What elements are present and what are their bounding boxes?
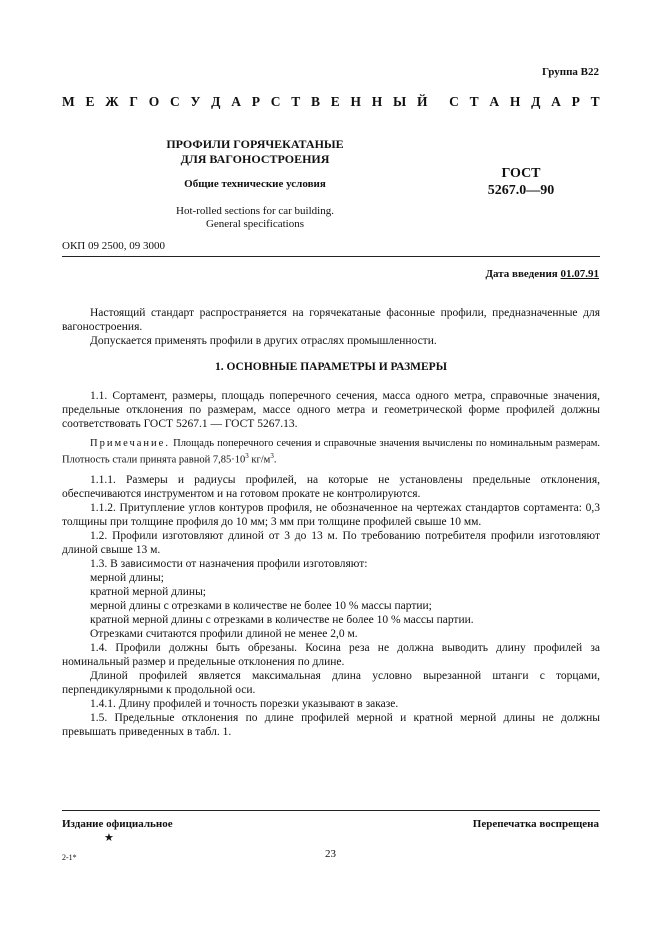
banner-letter: Й: [417, 94, 428, 109]
banner-letter: Е: [85, 94, 95, 109]
banner-letter: Г: [129, 94, 138, 109]
banner-letter: Р: [571, 94, 580, 109]
intro-text: [62, 306, 600, 348]
banner-letter: Д: [211, 94, 221, 109]
note-exponent: 3: [245, 452, 249, 460]
print-code: 2-1*: [62, 853, 77, 862]
intro-paragraph: Допускается применять профили в других отраслях промышленности.: [90, 335, 437, 347]
english-title-line-1: Hot-rolled sections for car building.: [176, 205, 334, 217]
list-item: кратной мерной длины с отрезками в количестве не более 10 % массы партии.: [90, 613, 474, 626]
body-paragraph: 1.2. Профили изготовляют длиной от 3 до 13 м. По требованию потребителя профили изготовляют длиной свыше 13 м.: [62, 529, 600, 556]
effective-date: [485, 268, 599, 280]
banner-letter: В: [310, 94, 320, 109]
body-paragraph: 1.5. Предельные отклонения по длине профилей мерной и кратной мерной длины не должны превышать приведенных в табл. 1.: [62, 711, 600, 738]
document-title: [160, 137, 350, 167]
okp-code: ОКП 09 2500, 09 3000: [62, 240, 165, 252]
english-title: [150, 205, 360, 231]
document-subtitle: Общие технические условия: [184, 178, 326, 190]
banner-letter: С: [449, 94, 459, 109]
star-icon: ★: [104, 832, 114, 844]
note-unit-exponent: 3: [270, 452, 274, 460]
body-paragraph: 1.4.1. Длину профилей и точность порезки указывают в заказе.: [90, 697, 399, 710]
banner-letter: С: [270, 94, 281, 109]
banner-letter: О: [148, 94, 160, 109]
intro-paragraph: Настоящий стандарт распространяется на горячекатаные фасонные профили, предназначенные для вагоностроения.: [62, 307, 600, 333]
banner-letter: А: [551, 94, 561, 109]
note-text: Площадь поперечного сечения и справочные значения вычислены по номинальным размерам. Плотность стали принята равной 7,85·10: [62, 438, 601, 466]
footer-divider: [62, 810, 600, 811]
note-unit: кг/м: [248, 454, 271, 466]
standard-banner: [62, 94, 600, 110]
banner-letter: Н: [371, 94, 383, 109]
gost-number: 5267.0—90: [487, 183, 555, 198]
group-label: Группа В22: [541, 66, 599, 78]
reprint-prohibited-label: Перепечатка воспрещена: [472, 818, 599, 830]
body-paragraph: Длиной профилей является максимальная длина условно вырезанной штанги с торцами, перпендикулярными к продольной оси.: [62, 669, 600, 696]
banner-letter: Ж: [105, 94, 119, 109]
main-text: [62, 389, 600, 739]
note-paragraph: [62, 437, 600, 467]
note-end: .: [273, 454, 277, 466]
banner-letter: А: [231, 94, 241, 109]
banner-letter: Р: [251, 94, 260, 109]
body-paragraph: 1.1.1. Размеры и радиусы профилей, на которые не установлены предельные отклонения, обеспечиваются инструментом и на готовом прокате не контролируются.: [62, 473, 600, 500]
date-value: 01.07.91: [560, 268, 599, 280]
gost-designation: [476, 165, 566, 199]
body-paragraph: 1.1.2. Притупление углов контуров профиля, не обозначенное на чертежах стандартов сортамента: 0,3 толщины при толщине профиля до 10 мм; 3 мм при толщине профилей свыше 10 мм.: [62, 501, 600, 528]
banner-letter: М: [62, 94, 75, 109]
banner-letter: А: [489, 94, 500, 109]
banner-letter: Т: [590, 94, 600, 109]
list-item: кратной мерной длины;: [90, 585, 206, 598]
date-label: Дата введения: [485, 268, 558, 280]
paragraph-1-1: 1.1. Сортамент, размеры, площадь поперечного сечения, масса одного метра, справочные значения, предельные отклонения по размерам, массе одного метра и геометрической форме профилей должны соответствовать ГОСТ 5267.1 — ГОСТ 5267.13.: [62, 390, 600, 430]
banner-letter: Д: [531, 94, 541, 109]
banner-letter: Ы: [393, 94, 407, 109]
banner-letter: Т: [291, 94, 301, 109]
official-edition-label: Издание официальное: [62, 818, 173, 830]
banner-letter: Н: [509, 94, 521, 109]
banner-letter: Н: [350, 94, 362, 109]
body-paragraph: 1.4. Профили должны быть обрезаны. Косина реза не должна выводить длину профилей за номинальный размер и предельные отклонения по длине.: [62, 641, 600, 668]
banner-letter: С: [169, 94, 180, 109]
banner-letter: Т: [469, 94, 479, 109]
body-paragraph: 1.3. В зависимости от назначения профили изготовляют:: [90, 557, 368, 570]
banner-letter: Е: [330, 94, 340, 109]
page-number: 23: [325, 848, 336, 860]
title-line-1: ПРОФИЛИ ГОРЯЧЕКАТАНЫЕ: [166, 137, 344, 151]
header-divider: [62, 256, 600, 257]
list-item: мерной длины с отрезками в количестве не более 10 % массы партии;: [90, 599, 432, 612]
english-title-line-2: General specifications: [205, 218, 305, 230]
gost-label: ГОСТ: [501, 166, 541, 181]
title-line-2: ДЛЯ ВАГОНОСТРОЕНИЯ: [180, 152, 330, 166]
banner-letter: У: [190, 94, 201, 109]
list-item: мерной длины;: [90, 571, 164, 584]
note-label: Примечание.: [90, 438, 170, 449]
body-paragraph: Отрезками считаются профили длиной не менее 2,0 м.: [90, 627, 358, 640]
section-heading: 1. ОСНОВНЫЕ ПАРАМЕТРЫ И РАЗМЕРЫ: [214, 361, 448, 373]
